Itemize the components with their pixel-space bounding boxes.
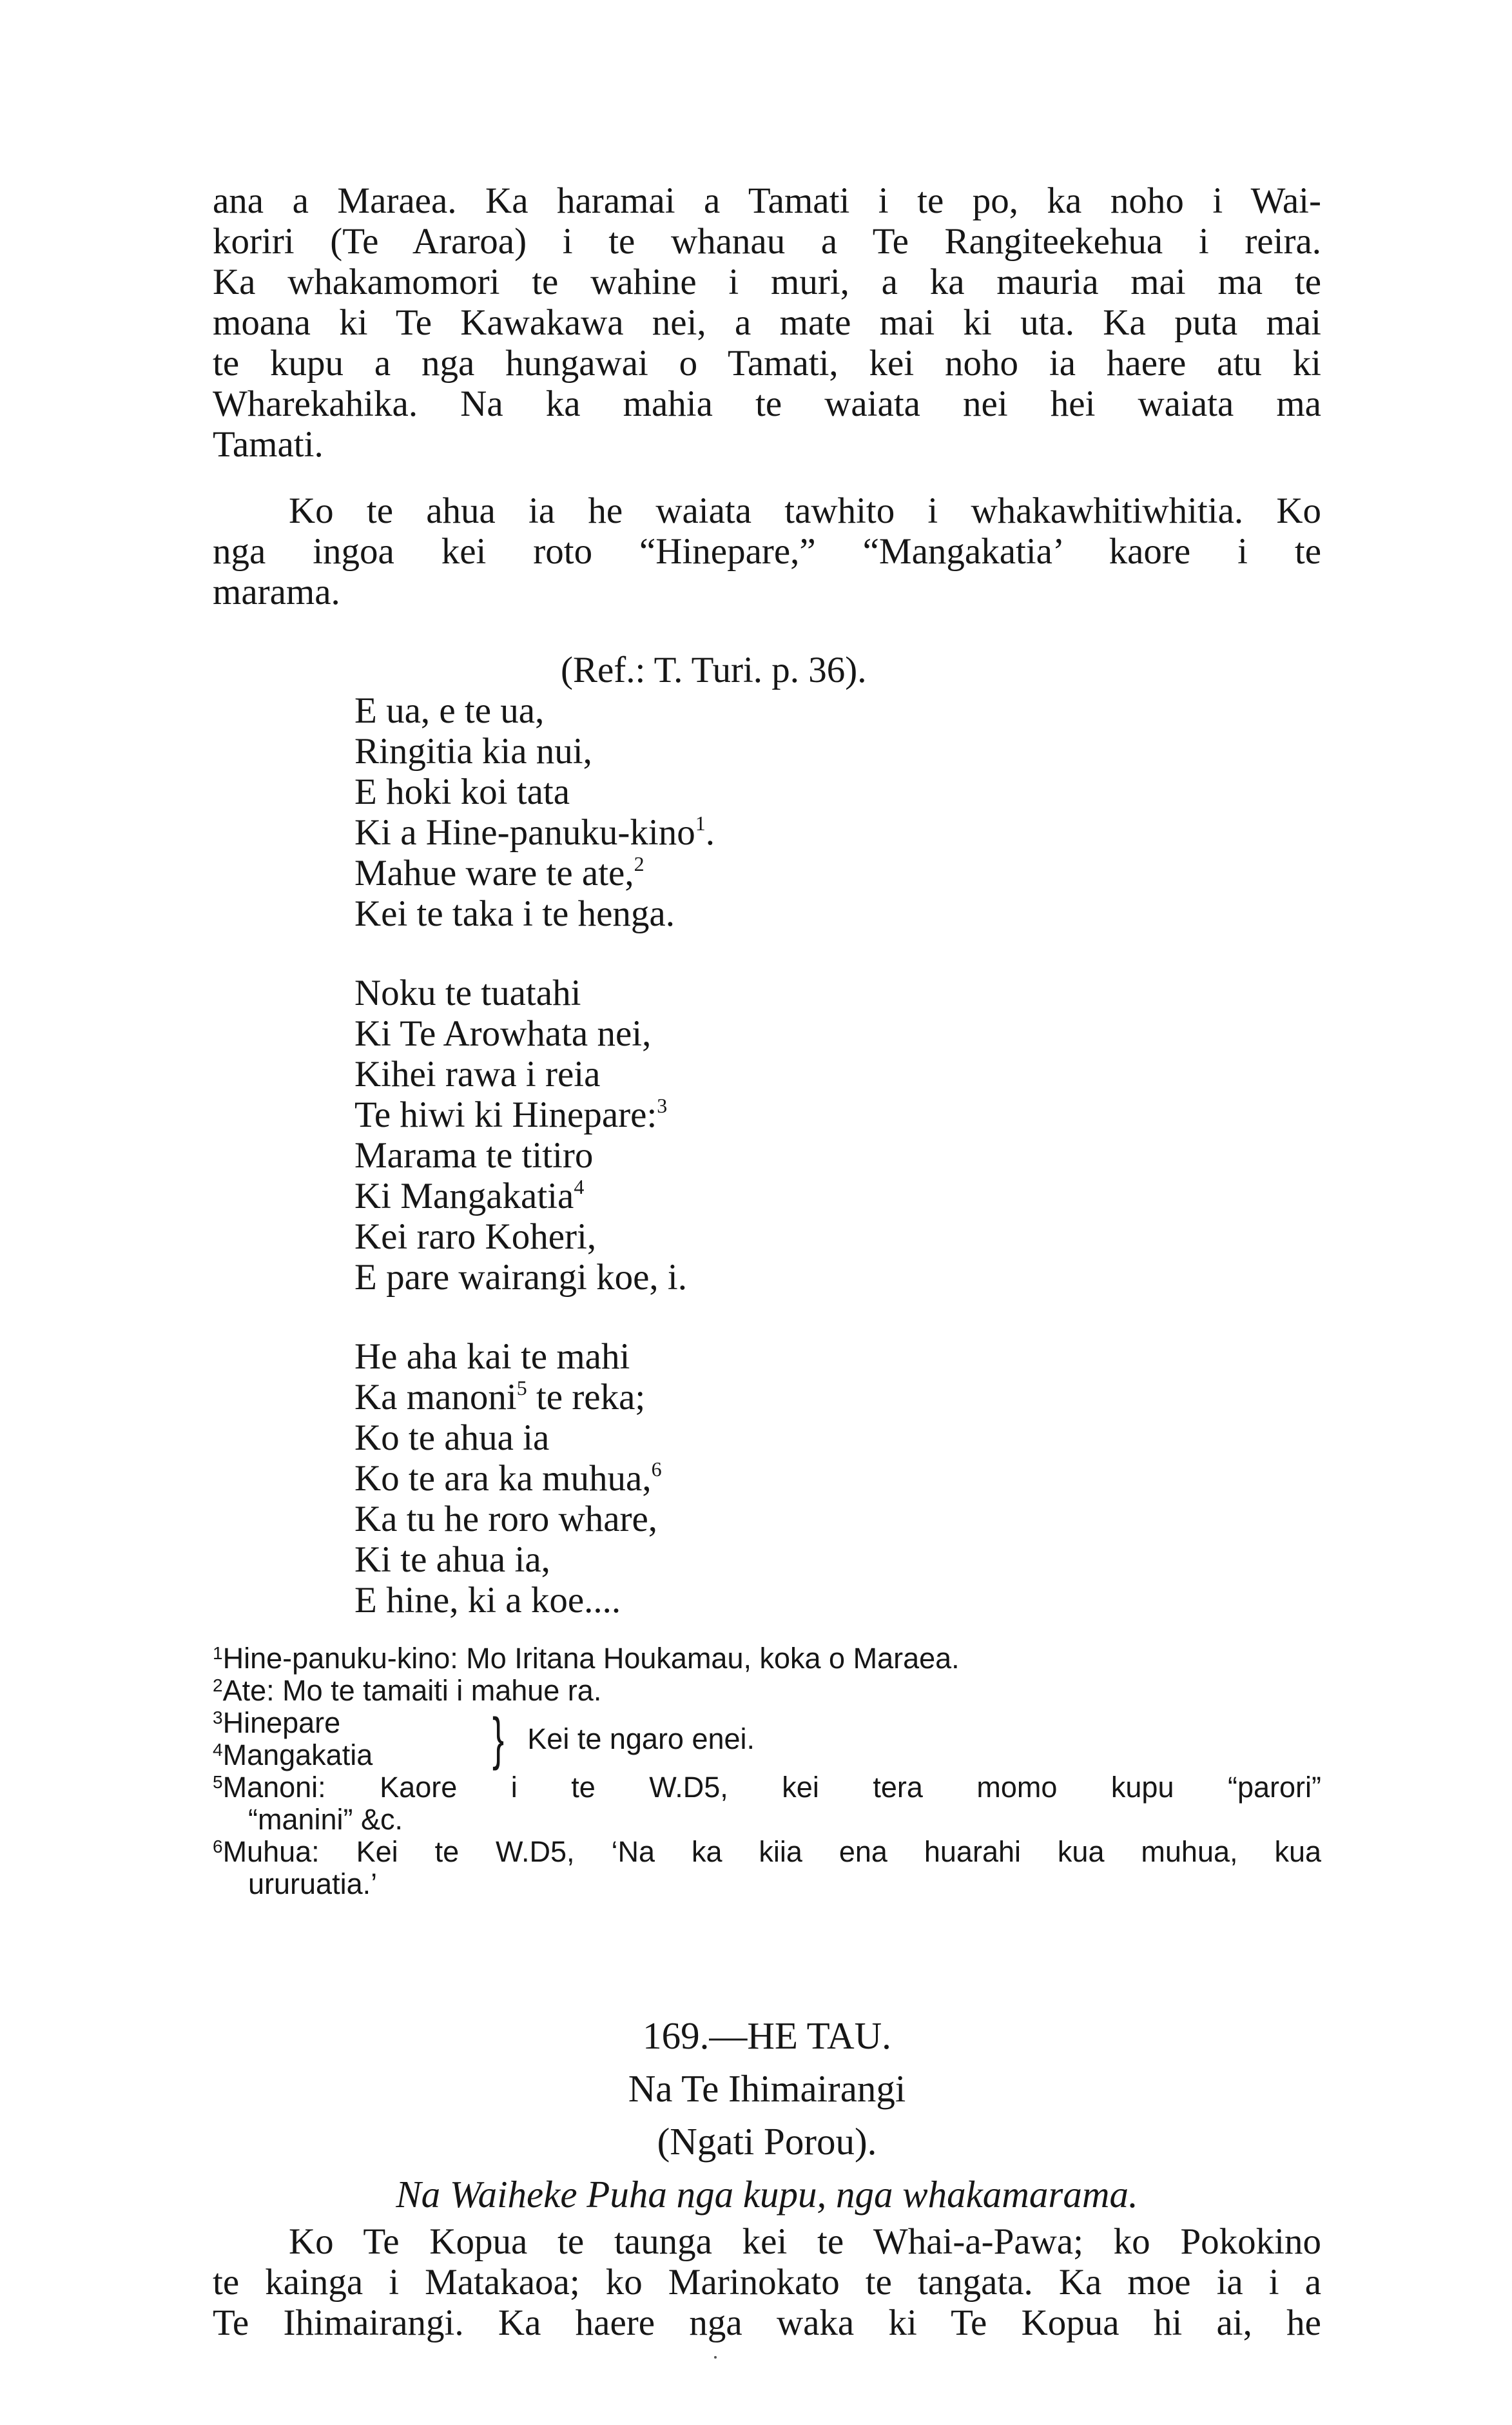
- text-line: moana ki Te Kawakawa nei, a mate mai ki uta. Ka puta mai: [213, 302, 1321, 343]
- verse-line: E ua, e te ua,: [354, 690, 545, 731]
- section-tribe: (Ngati Porou).: [657, 2120, 877, 2163]
- verse-punct: .: [705, 812, 715, 853]
- verse-text: Te hiwi ki Hinepare:: [354, 1095, 657, 1135]
- footnote-text: Muhua: Kei te W.D5, ‘Na ka kiia ena huarahi kua muhua, kua: [222, 1835, 1321, 1868]
- verse-line: [354, 1458, 1321, 1499]
- verse-line: Kihei rawa i reia: [354, 1054, 601, 1095]
- text-line: te kainga i Matakaoa; ko Marinokato te tangata. Ka moe ia i a: [213, 2262, 1321, 2303]
- stanza-3: [354, 1336, 1321, 1621]
- intro-paragraph: [213, 180, 1321, 465]
- footnote-ref: 3: [657, 1094, 668, 1117]
- footnote-names: [213, 1707, 373, 1771]
- footnote-text: Ate: Mo te tamaiti i mahue ra.: [222, 1674, 602, 1707]
- second-paragraph: [213, 491, 1321, 612]
- stanza-1: [354, 690, 1321, 934]
- verse-line: Ringitia kia nui,: [354, 731, 592, 772]
- verse-line: [354, 1377, 1321, 1417]
- text-line: koriri (Te Araroa) i te whanau a Te Rangiteekehua i reira.: [213, 221, 1321, 262]
- brace-symbol: }: [492, 1707, 505, 1771]
- footnote-number: 6: [213, 1836, 223, 1856]
- footnote-number: 2: [213, 1675, 223, 1695]
- footnote-number: 1: [213, 1643, 223, 1663]
- verse-line: E pare wairangi koe, i.: [354, 1257, 687, 1298]
- footnote-5: [213, 1771, 1321, 1804]
- verse-line: Noku te tuatahi: [354, 973, 581, 1013]
- verse-text: Mahue ware te ate,: [354, 853, 634, 893]
- footnote-ref: 4: [574, 1175, 585, 1198]
- verse-text: Ki a Hine-panuku-kino: [354, 812, 695, 853]
- section-title: 169.—HE TAU.: [643, 2014, 891, 2057]
- footnote-ref: 2: [634, 852, 645, 875]
- footnote-text: Mangakatia: [222, 1738, 373, 1771]
- verse-line: [354, 853, 1321, 893]
- text-line: Ka whakamomori te wahine i muri, a ka mauria mai ma te: [213, 262, 1321, 302]
- text-line: nga ingoa kei roto “Hinepare,” “Mangakatia’ kaore i te: [213, 531, 1321, 572]
- text-line: te kupu a nga hungawai o Tamati, kei noho ia haere atu ki: [213, 343, 1321, 384]
- footnote-6-continued: ururuatia.’: [248, 1867, 378, 1900]
- footnote-text: Hinepare: [222, 1706, 341, 1739]
- footnote-ref: 1: [695, 812, 706, 835]
- footnote-6: [213, 1836, 1321, 1868]
- stanza-2: [354, 973, 1321, 1298]
- verse-line: E hoki koi tata: [354, 772, 570, 812]
- reference: (Ref.: T. Turi. p. 36).: [561, 650, 867, 690]
- closing-paragraph: [213, 2221, 1321, 2343]
- footnote-number: 4: [213, 1740, 223, 1760]
- text-line: Ko Te Kopua te taunga kei te Whai-a-Pawa; ko Pokokino: [289, 2221, 1321, 2262]
- verse-line: [354, 1095, 1321, 1135]
- page-body: [213, 180, 1321, 2343]
- footnote-number: 5: [213, 1772, 223, 1792]
- verse-line: Ka tu he roro whare,: [354, 1499, 658, 1539]
- verse-line: [354, 1176, 1321, 1216]
- poem: [354, 690, 1321, 1621]
- footnote-ref: 5: [516, 1376, 527, 1399]
- footnote-1: [213, 1642, 1321, 1675]
- text-line: ana a Maraea. Ka haramai a Tamati i te po, ka noho i Wai-: [213, 180, 1321, 221]
- text-line: Ko te ahua ia he waiata tawhito i whakawhitiwhitia. Ko: [289, 491, 1321, 531]
- footnote-text: Kei te ngaro enei.: [527, 1722, 755, 1755]
- verse-line: Marama te titiro: [354, 1135, 594, 1176]
- print-speck: [714, 2356, 717, 2359]
- footnote-3: [213, 1707, 373, 1739]
- verse-line: Ko te ahua ia: [354, 1417, 550, 1458]
- verse-line: [354, 812, 1321, 853]
- verse-line: Kei te taka i te henga.: [354, 893, 675, 934]
- footnote-number: 3: [213, 1708, 223, 1728]
- footnotes: [213, 1642, 1321, 1900]
- verse-line: Ki te ahua ia,: [354, 1539, 550, 1580]
- verse-line: He aha kai te mahi: [354, 1336, 630, 1377]
- footnote-text: Hine-panuku-kino: Mo Iritana Houkamau, koka o Maraea.: [222, 1642, 960, 1675]
- footnote-ref: 6: [651, 1457, 662, 1481]
- footnote-4: [213, 1739, 373, 1771]
- text-line: Tamati.: [213, 424, 324, 465]
- section-author: Na Te Ihimairangi: [628, 2067, 906, 2110]
- footnote-5-continued: “manini” &c.: [248, 1803, 403, 1836]
- footnote-2: [213, 1675, 1321, 1707]
- verse-line: E hine, ki a koe....: [354, 1580, 621, 1621]
- verse-line: Ki Te Arowhata nei,: [354, 1013, 652, 1054]
- verse-text: Ki Mangakatia: [354, 1176, 574, 1216]
- text-line: marama.: [213, 572, 340, 612]
- text-line: Te Ihimairangi. Ka haere nga waka ki Te Kopua hi ai, he: [213, 2303, 1321, 2343]
- text-line: Wharekahika. Na ka mahia te waiata nei hei waiata ma: [213, 384, 1321, 424]
- verse-text: Ko te ara ka muhua,: [354, 1458, 652, 1499]
- section-source: Na Waiheke Puha nga kupu, nga whakamarama.: [396, 2173, 1138, 2216]
- verse-text: te reka;: [527, 1377, 646, 1417]
- verse-line: Kei raro Koheri,: [354, 1216, 597, 1257]
- footnote-3-4: [213, 1707, 1321, 1771]
- verse-text: Ka manoni: [354, 1377, 517, 1417]
- footnote-text: Manoni: Kaore i te W.D5, kei tera momo kupu “parori”: [222, 1771, 1321, 1804]
